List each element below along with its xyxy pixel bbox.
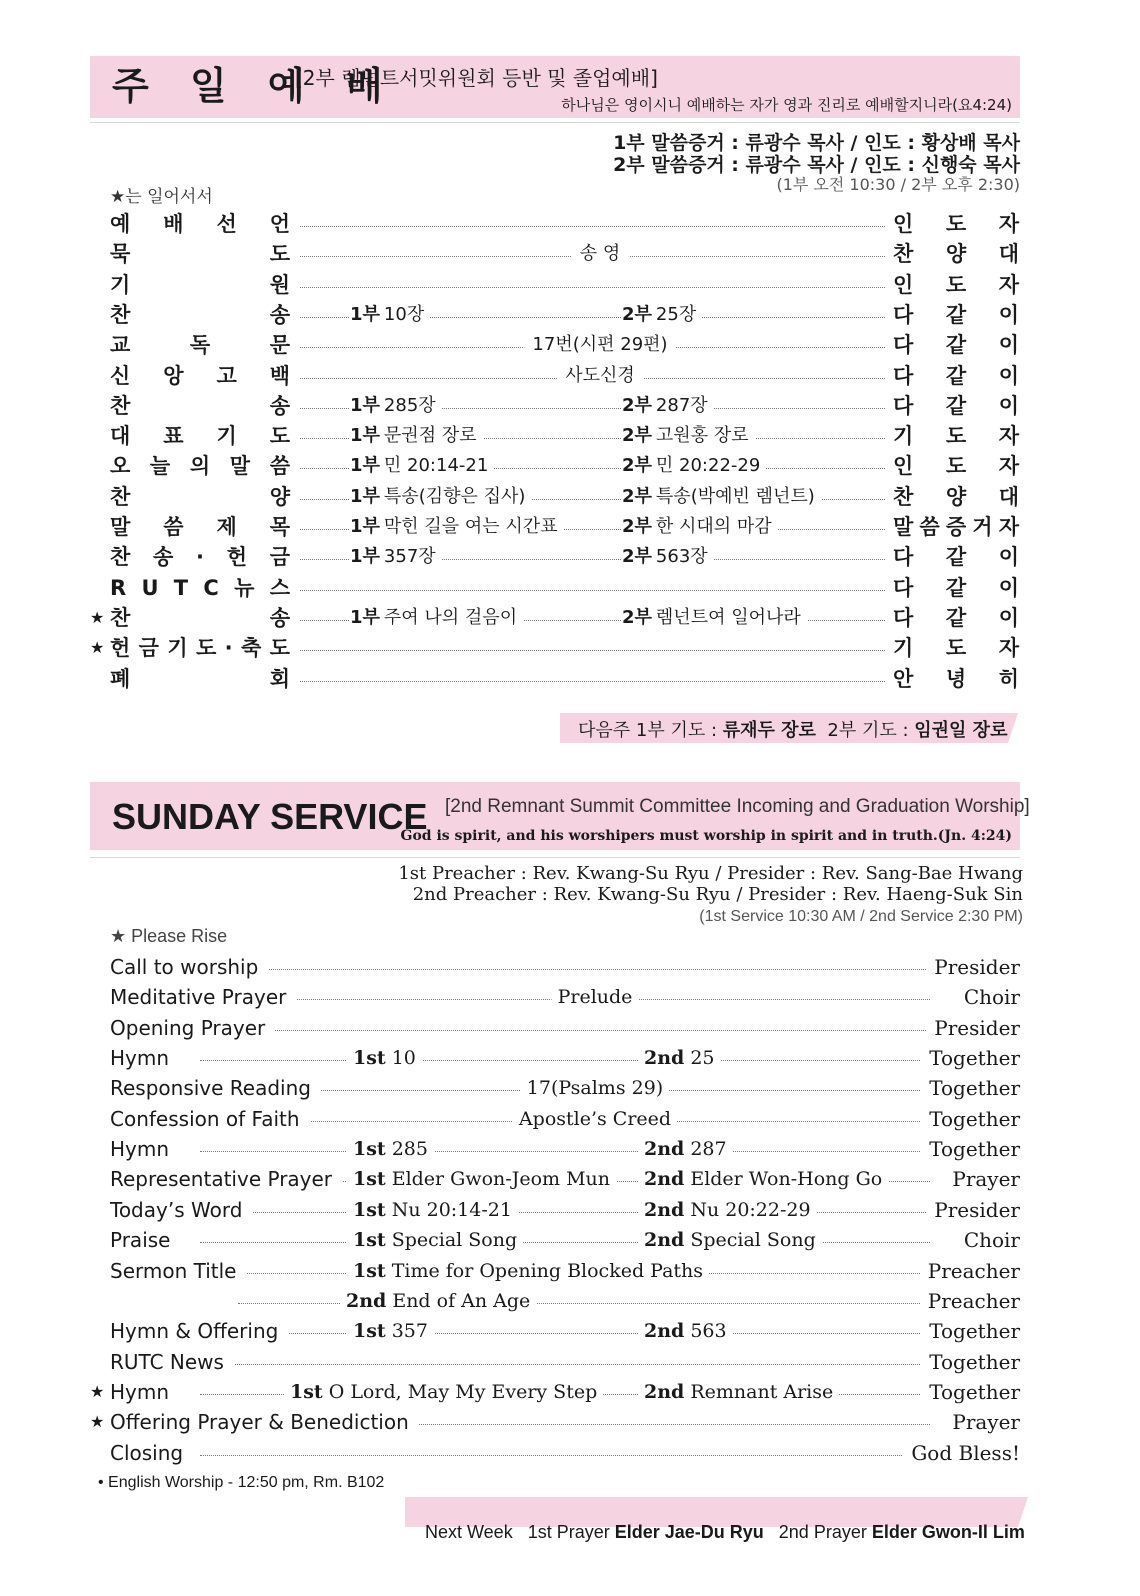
- korean-part2-detail: [622, 392, 714, 420]
- dotted-leader: [300, 650, 885, 651]
- english-item-label: Offering Prayer & Benediction: [110, 1408, 419, 1436]
- korean-next-week-prayer: [578, 716, 1007, 742]
- english-item-role: Together: [921, 1105, 1020, 1133]
- english-item-detail: Prelude: [552, 983, 639, 1011]
- part2-value: 민 20:22-29: [655, 455, 761, 476]
- english-item-role: Prayer: [944, 1408, 1020, 1436]
- english-part1-detail: [347, 1165, 616, 1193]
- rise-star-icon: ★: [90, 1412, 105, 1431]
- korean-part2-detail: [622, 483, 821, 511]
- rise-star-icon: ★: [90, 638, 105, 657]
- part1-value: O Lord, May My Every Step: [328, 1381, 598, 1403]
- part1-value: Time for Opening Blocked Paths: [391, 1260, 704, 1282]
- english-item-role: Presider: [926, 1014, 1020, 1042]
- part1-tag: 1st: [353, 1199, 386, 1221]
- english-part2-detail: [638, 1165, 888, 1193]
- english-item-role: Preacher: [920, 1257, 1020, 1285]
- english-part2-detail: [638, 1196, 817, 1224]
- part2-tag: 2부: [622, 425, 652, 446]
- english-part1-detail: [347, 1257, 709, 1285]
- korean-item-role: 다 같 이: [893, 545, 1019, 569]
- english-item-label: Hymn: [110, 1378, 179, 1406]
- part2-tag: 2부: [622, 516, 652, 537]
- english-item-role: Choir: [956, 983, 1020, 1011]
- english-item-role: Together: [921, 1074, 1020, 1102]
- english-item-label: RUTC News: [110, 1348, 234, 1376]
- dotted-leader: [300, 287, 885, 288]
- english-part1-detail: [340, 1287, 536, 1315]
- part1-tag: 1부: [350, 546, 380, 567]
- part1-tag: 1st: [353, 1229, 386, 1251]
- korean-item-role: 기 도 자: [893, 424, 1019, 448]
- korean-part1-detail: [350, 543, 442, 571]
- part1-value: 특송(김향은 집사): [383, 486, 526, 507]
- english-title: SUNDAY SERVICE: [112, 796, 428, 837]
- korean-part2-detail: [622, 301, 702, 329]
- part2-value: 25장: [655, 304, 697, 325]
- part2-value: 25: [690, 1047, 715, 1069]
- korean-service-times: (1부 오전 10:30 / 2부 오후 2:30): [776, 175, 1020, 194]
- korean-item-label: R U T C 뉴 스: [110, 576, 290, 600]
- korean-preacher-line2: 2부 말씀증거 : 류광수 목사 / 인도 : 신행숙 목사: [613, 154, 1020, 176]
- korean-item-label: 교 독 문: [110, 333, 290, 357]
- korean-item-role: 다 같 이: [893, 333, 1019, 357]
- korean-next-week-label1: 다음주 1부 기도 :: [578, 720, 723, 741]
- korean-item-role: 인 도 자: [893, 454, 1019, 478]
- english-worship-note: • English Worship - 12:50 pm, Rm. B102: [98, 1474, 385, 1491]
- dotted-leader: [200, 1030, 930, 1031]
- part1-tag: 1부: [350, 425, 380, 446]
- korean-item-label: 찬 양: [110, 485, 290, 509]
- part2-tag: 2부: [622, 304, 652, 325]
- part1-tag: 1부: [350, 455, 380, 476]
- part1-value: 10: [391, 1047, 416, 1069]
- part2-tag: 2nd: [644, 1320, 685, 1342]
- dotted-leader: [200, 1151, 930, 1152]
- english-item-role: Presider: [926, 953, 1020, 981]
- korean-item-role: 다 같 이: [893, 364, 1019, 388]
- english-item-label: Call to worship: [110, 953, 268, 981]
- korean-part2-detail: [622, 604, 807, 632]
- korean-item-label: 찬 송: [110, 394, 290, 418]
- korean-next-week-name2: 임권일 장로: [914, 720, 1008, 741]
- korean-item-role: 다 같 이: [893, 606, 1019, 630]
- part2-value: 287장: [655, 395, 708, 416]
- rise-star-icon: ★: [90, 608, 105, 627]
- part1-tag: 1st: [353, 1047, 386, 1069]
- english-service-times: (1st Service 10:30 AM / 2nd Service 2:30 PM): [699, 908, 1023, 925]
- part1-value: 357장: [383, 546, 436, 567]
- korean-item-role: 인 도 자: [893, 212, 1019, 236]
- part2-value: Nu 20:22-29: [690, 1199, 811, 1221]
- part1-tag: 1st: [353, 1168, 386, 1190]
- english-item-label: Representative Prayer: [110, 1165, 342, 1193]
- english-item-role: Preacher: [920, 1287, 1020, 1315]
- english-item-label: Praise: [110, 1226, 180, 1254]
- korean-banner-arrow: [1008, 713, 1018, 743]
- dotted-leader: [200, 1333, 930, 1334]
- part1-value: End of An Age: [392, 1290, 531, 1312]
- part1-value: Elder Gwon-Jeom Mun: [391, 1168, 610, 1190]
- korean-rise-note: ★는 일어서서: [110, 187, 213, 207]
- english-item-label: Hymn: [110, 1044, 179, 1072]
- english-item-label: Responsive Reading: [110, 1074, 321, 1102]
- english-item-role: God Bless!: [903, 1439, 1020, 1467]
- korean-subtitle: [2부 렘넌트서밋위원회 등반 및 졸업예배]: [295, 66, 658, 90]
- english-item-role: Choir: [956, 1226, 1020, 1254]
- korean-preacher-line1: 1부 말씀증거 : 류광수 목사 / 인도 : 황상배 목사: [613, 132, 1020, 154]
- part2-tag: 2부: [622, 486, 652, 507]
- korean-item-label: 신 앙 고 백: [110, 364, 290, 388]
- korean-item-detail: 사도신경: [557, 362, 643, 390]
- korean-part1-detail: [350, 301, 430, 329]
- korean-part1-detail: [350, 422, 483, 450]
- korean-divider: [90, 122, 1020, 123]
- korean-next-week-name1: 류재두 장로: [722, 720, 816, 741]
- dotted-leader: [200, 969, 930, 970]
- english-item-label: Hymn & Offering: [110, 1317, 288, 1345]
- part2-tag: 2nd: [644, 1199, 685, 1221]
- korean-part1-detail: [350, 392, 442, 420]
- part1-tag: 1부: [350, 486, 380, 507]
- part1-tag: 1st: [353, 1320, 386, 1342]
- english-divider: [90, 857, 1020, 858]
- english-item-label: Hymn: [110, 1135, 179, 1163]
- korean-item-role: 다 같 이: [893, 303, 1019, 327]
- korean-item-role: 안 녕 히: [893, 667, 1019, 691]
- english-item-label: Today’s Word: [110, 1196, 252, 1224]
- english-part1-detail: [347, 1226, 523, 1254]
- part2-value: Elder Won-Hong Go: [690, 1168, 883, 1190]
- part2-tag: 2nd: [644, 1168, 685, 1190]
- english-subtitle: [2nd Remnant Summit Committee Incoming and Graduation Worship]: [445, 796, 1030, 817]
- korean-item-role: 기 도 자: [893, 636, 1019, 660]
- english-item-label: Closing: [110, 1439, 193, 1467]
- korean-item-label: 찬 송: [110, 303, 290, 327]
- korean-item-label: 헌 금 기 도 · 축 도: [110, 636, 290, 660]
- english-next-week-label1: Next Week 1st Prayer: [425, 1522, 615, 1542]
- korean-title: 주 일 예 배: [112, 64, 397, 108]
- part2-tag: 2nd: [644, 1381, 685, 1403]
- part1-tag: 1st: [290, 1381, 323, 1403]
- korean-item-detail: 17번(시편 29편): [524, 331, 675, 359]
- english-item-label: Meditative Prayer: [110, 983, 296, 1011]
- english-next-week-name1: Elder Jae-Du Ryu: [614, 1522, 764, 1542]
- korean-part1-detail: [350, 452, 494, 480]
- part1-value: 10장: [383, 304, 425, 325]
- korean-part1-detail: [350, 513, 564, 541]
- english-verse: God is spirit, and his worshipers must worship in spirit and in truth.(Jn. 4:24): [400, 828, 1012, 844]
- korean-part1-detail: [350, 483, 531, 511]
- english-part1-detail: [284, 1378, 603, 1406]
- part1-value: 357: [391, 1320, 428, 1342]
- part1-tag: 1부: [350, 395, 380, 416]
- korean-item-label: 찬 송: [110, 606, 290, 630]
- korean-item-label: 오 늘 의 말 씀: [110, 454, 290, 478]
- korean-part2-detail: [622, 422, 755, 450]
- english-part2-detail: [638, 1317, 733, 1345]
- english-preacher-line2: 2nd Preacher : Rev. Kwang-Su Ryu / Presider : Rev. Haeng-Suk Sin: [412, 884, 1023, 905]
- korean-item-role: 인 도 자: [893, 273, 1019, 297]
- part1-value: 285장: [383, 395, 436, 416]
- english-item-role: Together: [921, 1317, 1020, 1345]
- part2-value: 563장: [655, 546, 708, 567]
- part2-tag: 2부: [622, 546, 652, 567]
- english-part2-detail: [638, 1135, 733, 1163]
- english-item-role: Together: [921, 1135, 1020, 1163]
- rise-star-icon: ★: [90, 1382, 105, 1401]
- part1-tag: 2nd: [346, 1290, 387, 1312]
- english-part1-detail: [347, 1044, 422, 1072]
- part1-tag: 1st: [353, 1138, 386, 1160]
- english-item-detail: Apostle’s Creed: [513, 1105, 677, 1133]
- part2-tag: 2nd: [644, 1047, 685, 1069]
- dotted-leader: [200, 1060, 930, 1061]
- korean-item-label: 대 표 기 도: [110, 424, 290, 448]
- dotted-leader: [200, 1212, 930, 1213]
- korean-part2-detail: [622, 543, 714, 571]
- english-item-role: Prayer: [944, 1165, 1020, 1193]
- part2-value: 287: [690, 1138, 727, 1160]
- korean-item-role: 찬 양 대: [893, 242, 1019, 266]
- korean-verse: 하나님은 영이시니 예배하는 자가 영과 진리로 예배할지니라(요4:24): [561, 96, 1012, 114]
- part2-value: 고원홍 장로: [655, 425, 749, 446]
- part1-tag: 1st: [353, 1260, 386, 1282]
- english-item-label: Confession of Faith: [110, 1105, 310, 1133]
- part2-tag: 2nd: [644, 1229, 685, 1251]
- part2-value: Remnant Arise: [690, 1381, 834, 1403]
- part1-tag: 1부: [350, 304, 380, 325]
- english-part2-detail: [638, 1044, 721, 1072]
- korean-item-role: 다 같 이: [893, 576, 1019, 600]
- korean-item-label: 기 원: [110, 273, 290, 297]
- korean-item-label: 묵 도: [110, 242, 290, 266]
- part1-value: 민 20:14-21: [383, 455, 489, 476]
- part2-value: Special Song: [690, 1229, 816, 1251]
- part2-value: 563: [690, 1320, 727, 1342]
- english-item-detail: 17(Psalms 29): [521, 1074, 669, 1102]
- korean-next-week-label2: 2부 기도 :: [815, 720, 915, 741]
- english-part2-detail: [638, 1378, 839, 1406]
- part2-tag: 2부: [622, 395, 652, 416]
- english-item-role: Presider: [926, 1196, 1020, 1224]
- english-preacher-line1: 1st Preacher : Rev. Kwang-Su Ryu / Presider : Rev. Sang-Bae Hwang: [398, 863, 1023, 884]
- english-next-week-label2: 2nd Prayer: [763, 1522, 872, 1542]
- dotted-leader: [300, 226, 885, 227]
- dotted-leader: [300, 681, 885, 682]
- part1-value: 문권점 장로: [383, 425, 477, 446]
- korean-part2-detail: [622, 513, 778, 541]
- part1-value: 285: [391, 1138, 428, 1160]
- english-next-week-name2: Elder Gwon-Il Lim: [871, 1522, 1025, 1542]
- korean-part2-detail: [622, 452, 766, 480]
- part2-value: 렘넌트여 일어나라: [655, 607, 801, 628]
- korean-item-detail: 송 영: [572, 240, 629, 268]
- part2-value: 한 시대의 마감: [655, 516, 772, 537]
- part2-value: 특송(박예빈 렘넌트): [655, 486, 815, 507]
- english-item-label: Opening Prayer: [110, 1014, 275, 1042]
- korean-item-role: 다 같 이: [893, 394, 1019, 418]
- part1-tag: 1부: [350, 607, 380, 628]
- part1-value: Nu 20:14-21: [391, 1199, 512, 1221]
- english-part2-detail: [638, 1226, 822, 1254]
- english-item-role: Together: [921, 1348, 1020, 1376]
- english-rise-note: ★ Please Rise: [110, 926, 228, 946]
- dotted-leader: [200, 1364, 930, 1365]
- english-item-role: Together: [921, 1378, 1020, 1406]
- korean-item-label: 찬 송 · 헌 금: [110, 545, 290, 569]
- part1-value: 주여 나의 걸음이: [383, 607, 518, 628]
- part1-tag: 1부: [350, 516, 380, 537]
- dotted-leader: [200, 1455, 930, 1456]
- dotted-leader: [300, 590, 885, 591]
- korean-part1-detail: [350, 604, 523, 632]
- korean-item-label: 폐 회: [110, 667, 290, 691]
- part1-value: 막힌 길을 여는 시간표: [383, 516, 558, 537]
- part1-value: Special Song: [391, 1229, 518, 1251]
- korean-item-role: 말 씀 증 거 자: [893, 515, 1019, 539]
- korean-item-label: 말 씀 제 목: [110, 515, 290, 539]
- korean-item-label: 예 배 선 언: [110, 212, 290, 236]
- part2-tag: 2부: [622, 455, 652, 476]
- english-item-role: Together: [921, 1044, 1020, 1072]
- english-part1-detail: [347, 1196, 518, 1224]
- part2-tag: 2부: [622, 607, 652, 628]
- part2-tag: 2nd: [644, 1138, 685, 1160]
- english-part1-detail: [347, 1317, 434, 1345]
- english-item-label: Sermon Title: [110, 1257, 246, 1285]
- english-part1-detail: [347, 1135, 434, 1163]
- korean-item-role: 찬 양 대: [893, 485, 1019, 509]
- english-next-week-prayer: [425, 1501, 1025, 1543]
